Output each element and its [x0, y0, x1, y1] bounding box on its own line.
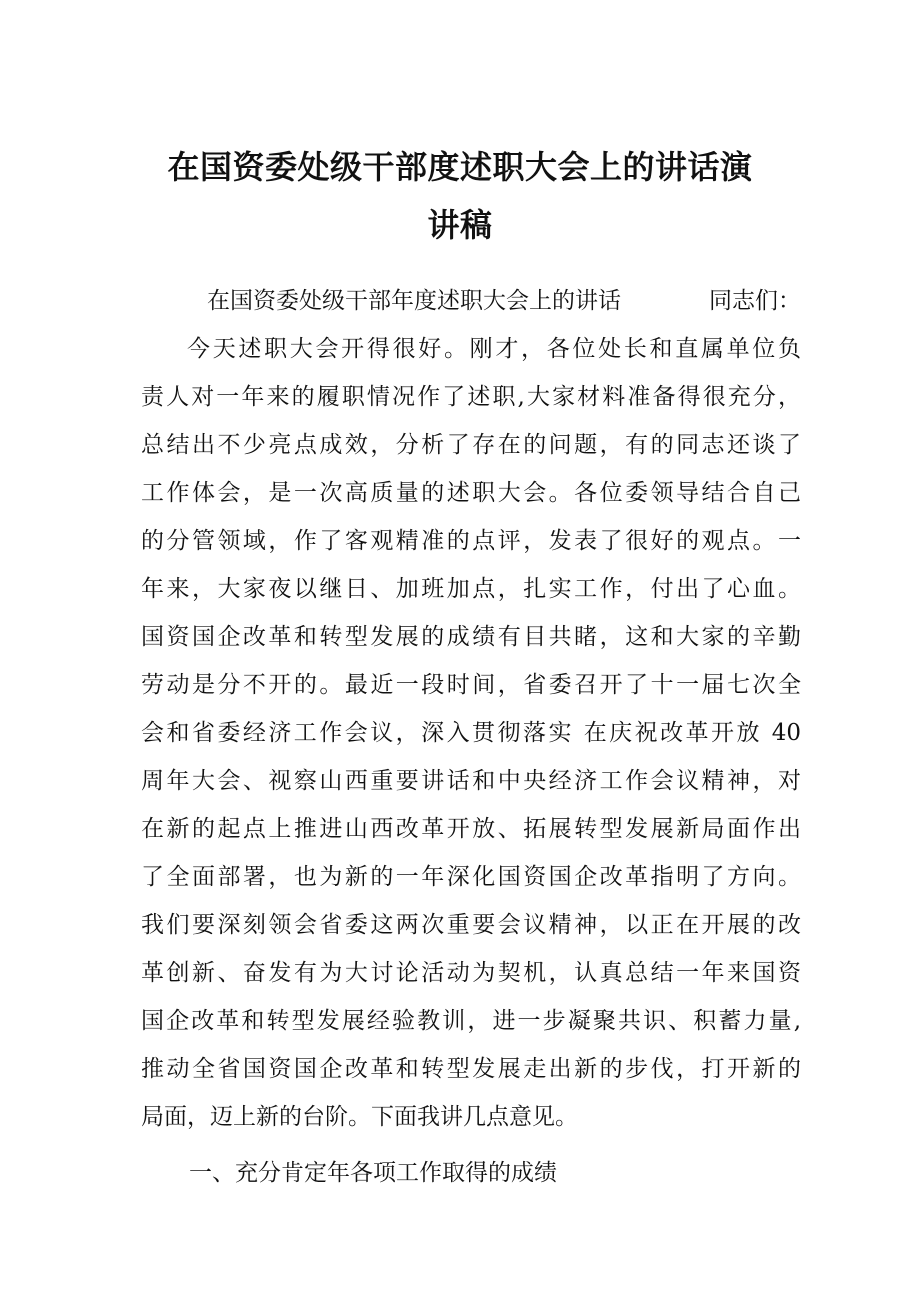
- paragraph-line: 总结出不少亮点成效，分析了存在的问题，有的同志还谈了: [141, 432, 801, 458]
- paragraph-line: 局面，迈上新的台阶。下面我讲几点意见。: [141, 1104, 578, 1130]
- paragraph-line: 在新的起点上推进山西改革开放、拓展转型发展新局面作出: [141, 816, 801, 842]
- salutation: 同志们：: [709, 288, 801, 314]
- paragraph-line: 年来，大家夜以继日、加班加点，扎实工作，付出了心血。: [141, 576, 801, 602]
- paragraph-line: 会和省委经济工作会议，深入贯彻落实 在庆祝改革开放 40: [141, 720, 801, 746]
- paragraph-line: 今天述职大会开得很好。刚才，各位处长和直属单位负: [187, 336, 801, 362]
- paragraph-line: 周年大会、视察山西重要讲话和中央经济工作会议精神，对: [141, 768, 801, 794]
- paragraph-line: 推动全省国资国企改革和转型发展走出新的步伐，打开新的: [141, 1056, 801, 1082]
- paragraph-line: 工作体会，是一次高质量的述职大会。各位委领导结合自己: [141, 480, 801, 506]
- title-line-2: 讲稿: [427, 206, 493, 244]
- paragraph-line: 劳动是分不开的。最近一段时间，省委召开了十一届七次全: [141, 672, 801, 698]
- paragraph-line: 我们要深刻领会省委这两次重要会议精神，以正在开展的改: [141, 912, 801, 938]
- section-heading: 一、充分肯定年各项工作取得的成绩: [189, 1160, 557, 1186]
- paragraph-line: 国企改革和转型发展经验教训，进一步凝聚共识、积蓄力量,: [141, 1008, 801, 1034]
- paragraph-line: 的分管领域，作了客观精准的点评，发表了很好的观点。一: [141, 528, 801, 554]
- intro-heading: 在国资委处级干部年度述职大会上的讲话: [207, 288, 621, 314]
- paragraph-line: 了全面部署，也为新的一年深化国资国企改革指明了方向。: [141, 864, 801, 890]
- paragraph-line: 责人对一年来的履职情况作了述职,大家材料准备得很充分，: [141, 384, 801, 410]
- paragraph-line: 革创新、奋发有为大讨论活动为契机，认真总结一年来国资: [141, 960, 801, 986]
- paragraph-line: 国资国企改革和转型发展的成绩有目共睹，这和大家的辛勤: [141, 624, 801, 650]
- title-line-1: 在国资委处级干部度述职大会上的讲话演: [167, 148, 753, 186]
- document-title: [0, 138, 920, 254]
